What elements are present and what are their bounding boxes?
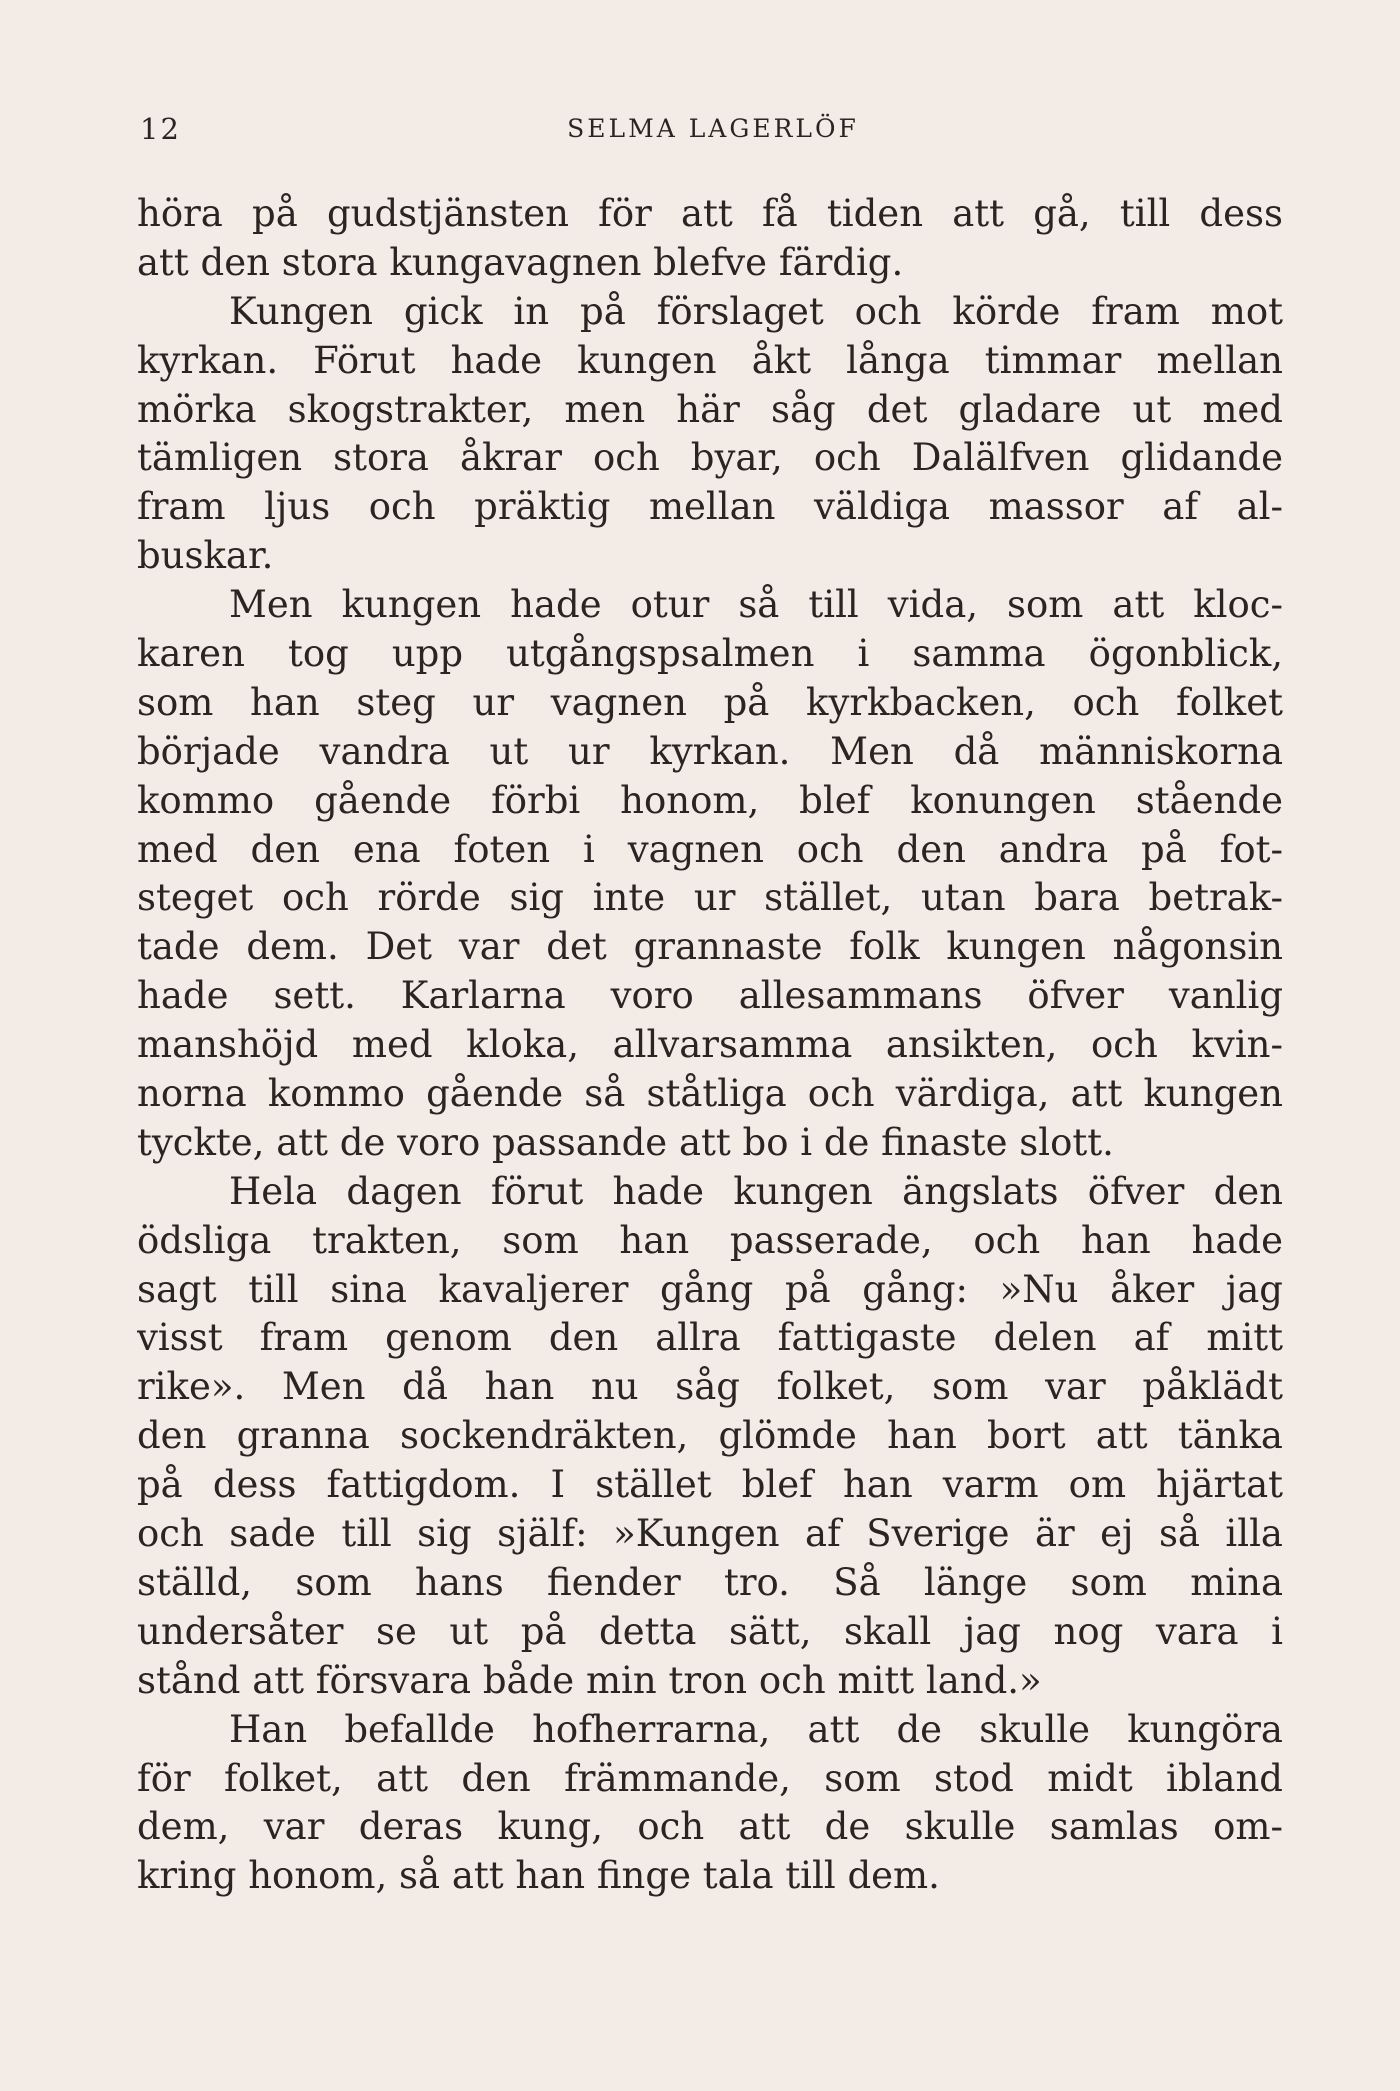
- text-line: tyckte, att de voro passande att bo i de finaste slott.: [137, 1120, 1114, 1164]
- text-line: Men kungen hade otur så till vida, som att kloc-: [229, 583, 1283, 627]
- text-line: ställd, som hans fiender tro. Så länge som mina: [137, 1560, 1283, 1604]
- text-line: manshöjd med kloka, allvarsamma ansikten, och kvin-: [137, 1023, 1283, 1067]
- text-line: höra på gudstjänsten för att få tiden att gå, till dess: [137, 192, 1283, 235]
- text-line: ödsliga trakten, som han passerade, och han hade: [137, 1218, 1283, 1262]
- running-head: [140, 112, 1286, 152]
- text-line: för folket, att den främmande, som stod midt ibland: [137, 1756, 1283, 1800]
- text-line: att den stora kungavagnen blefve färdig.: [137, 240, 904, 284]
- text-line: buskar.: [137, 534, 274, 578]
- text-line: tämligen stora åkrar och byar, och Dalälfven glidande: [137, 436, 1283, 480]
- text-line: den granna sockendräkten, glömde han bort att tänka: [137, 1414, 1283, 1458]
- text-line: kyrkan. Förut hade kungen åkt långa timmar mellan: [137, 338, 1283, 382]
- running-head-author: SELMA LAGERLÖF: [567, 114, 859, 143]
- body-text: [137, 190, 1283, 1901]
- text-line: stånd att försvara både min tron och mitt land.»: [137, 1658, 1042, 1702]
- text-line: kring honom, så att han finge tala till dem.: [137, 1854, 940, 1898]
- text-line: på dess fattigdom. I stället blef han varm om hjärtat: [137, 1463, 1283, 1507]
- text-line: sagt till sina kavaljerer gång på gång: »Nu åker jag: [137, 1267, 1283, 1311]
- text-line: som han steg ur vagnen på kyrkbacken, och folket: [137, 680, 1283, 724]
- text-line: undersåter se ut på detta sätt, skall jag nog vara i: [137, 1609, 1283, 1653]
- text-line: tade dem. Det var det grannaste folk kungen någonsin: [137, 925, 1283, 969]
- text-line: norna kommo gående så ståtliga och värdiga, att kungen: [137, 1072, 1283, 1116]
- text-line: mörka skogstrakter, men här såg det gladare ut med: [137, 387, 1283, 431]
- text-line: rike». Men då han nu såg folket, som var påklädt: [137, 1365, 1283, 1409]
- text-line: hade sett. Karlarna voro allesammans öfver vanlig: [137, 974, 1283, 1018]
- text-line: med den ena foten i vagnen och den andra på fot-: [137, 827, 1283, 871]
- text-line: och sade till sig själf: »Kungen af Sverige är ej så illa: [137, 1512, 1283, 1556]
- text-line: steget och rörde sig inte ur stället, utan bara betrak-: [137, 876, 1283, 920]
- text-line: visst fram genom den allra fattigaste delen af mitt: [137, 1316, 1283, 1360]
- text-line: karen tog upp utgångspsalmen i samma ögonblick,: [137, 632, 1283, 676]
- text-line: dem, var deras kung, och att de skulle samlas om-: [137, 1805, 1283, 1849]
- page-number: 12: [140, 112, 181, 146]
- text-line: kommo gående förbi honom, blef konungen stående: [137, 778, 1283, 822]
- text-line: Han befallde hofherrarna, att de skulle kungöra: [229, 1707, 1283, 1751]
- text-line: började vandra ut ur kyrkan. Men då människorna: [137, 729, 1283, 773]
- text-line: Hela dagen förut hade kungen ängslats öfver den: [229, 1169, 1283, 1213]
- text-line: Kungen gick in på förslaget och körde fram mot: [229, 289, 1283, 333]
- text-line: fram ljus och präktig mellan väldiga massor af al-: [137, 485, 1283, 529]
